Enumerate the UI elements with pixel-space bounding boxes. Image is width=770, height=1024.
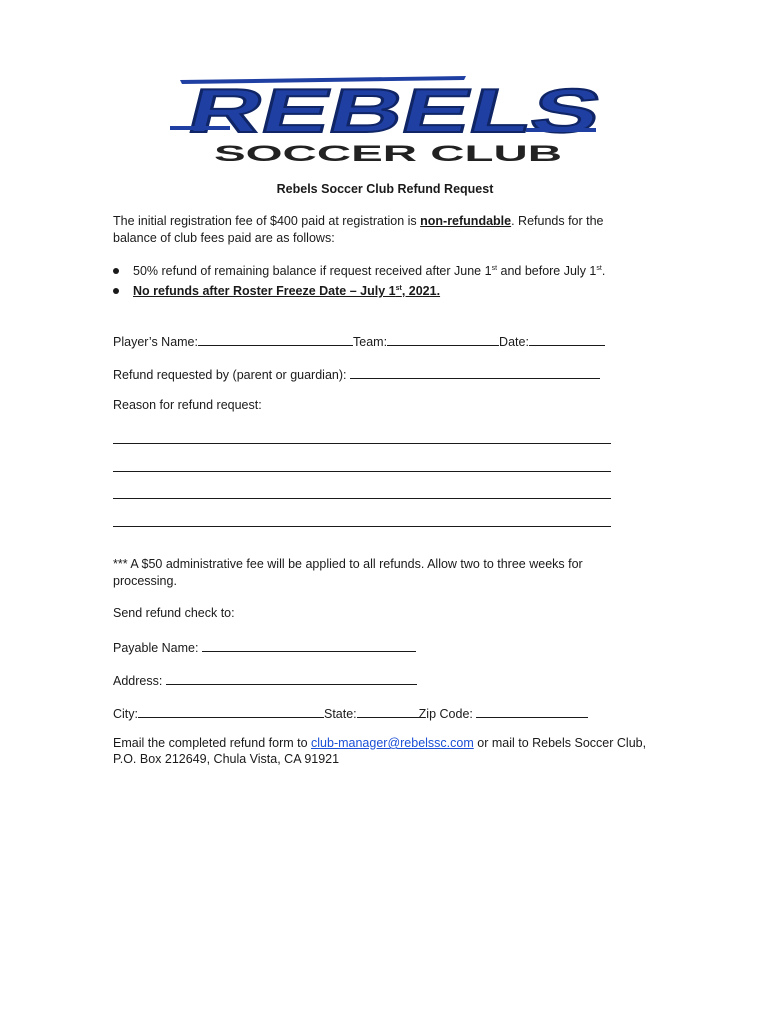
bullet-text: 50% refund of remaining balance if request received after June 1 bbox=[133, 264, 492, 278]
bullet-item-no-refunds bbox=[113, 283, 440, 300]
non-refundable-text: non-refundable bbox=[420, 214, 512, 228]
date-field[interactable] bbox=[529, 332, 605, 346]
player-name-field[interactable] bbox=[198, 332, 353, 346]
intro-text-1: The initial registration fee of $400 paid at registration is bbox=[113, 214, 421, 228]
bullet-text: and before July 1 bbox=[497, 264, 597, 278]
address-field[interactable] bbox=[166, 671, 417, 685]
footer-line-2: P.O. Box 212649, Chula Vista, CA 91921 bbox=[113, 752, 340, 766]
payable-name-field[interactable] bbox=[202, 638, 416, 652]
email-suffix: or mail to Rebels Soccer Club, bbox=[473, 736, 647, 750]
bullet-item-partial-refund bbox=[113, 263, 605, 280]
rebels-logo bbox=[166, 70, 606, 170]
send-to-label: Send refund check to: bbox=[113, 606, 235, 620]
superscript: st bbox=[596, 264, 602, 272]
city-state-zip-row bbox=[113, 704, 588, 723]
team-label: Team: bbox=[353, 335, 388, 349]
bullet-icon bbox=[113, 268, 119, 274]
bullet-text: . bbox=[601, 264, 606, 278]
superscript: st bbox=[491, 264, 498, 272]
footer-line-1 bbox=[113, 735, 646, 752]
reason-line-2[interactable] bbox=[113, 471, 611, 472]
svg-text:REBELS: REBELS bbox=[181, 76, 450, 146]
player-team-date-row bbox=[113, 332, 605, 351]
fee-note-line-2: processing. bbox=[113, 574, 177, 588]
superscript: st bbox=[395, 284, 402, 292]
address-row bbox=[113, 671, 417, 690]
fee-note-line-1: *** A $50 administrative fee will be applied to all refunds. Allow two to three weeks for bbox=[113, 557, 583, 571]
payable-name-label: Payable Name: bbox=[113, 641, 202, 655]
state-field[interactable] bbox=[357, 704, 419, 718]
intro-text-2: . Refunds for the bbox=[511, 214, 604, 228]
svg-text:SOCCER CLUB: SOCCER CLUB bbox=[214, 141, 562, 166]
reason-line-3[interactable] bbox=[113, 498, 611, 499]
address-label: Address: bbox=[113, 674, 166, 688]
date-label: Date: bbox=[499, 335, 529, 349]
bullet-icon bbox=[113, 288, 119, 294]
bullet-text: No refunds after Roster Freeze Date – July 1 bbox=[133, 284, 396, 298]
zip-code-label: Zip Code: bbox=[418, 707, 477, 721]
player-name-label: Player’s Name: bbox=[113, 335, 198, 349]
intro-line-1 bbox=[113, 213, 604, 230]
email-link[interactable]: club-manager@rebelssc.com bbox=[311, 736, 474, 750]
requested-by-field[interactable] bbox=[350, 365, 600, 379]
city-label: City: bbox=[113, 707, 138, 721]
intro-line-2: balance of club fees paid are as follows: bbox=[113, 231, 335, 245]
team-field[interactable] bbox=[387, 332, 499, 346]
form-title: Rebels Soccer Club Refund Request bbox=[276, 182, 494, 196]
payable-name-row bbox=[113, 638, 416, 657]
bullet-text: , 2021. bbox=[401, 284, 441, 298]
requested-by-label: Refund requested by (parent or guardian): bbox=[113, 368, 350, 382]
email-prefix: Email the completed refund form to bbox=[113, 736, 312, 750]
reason-label: Reason for refund request: bbox=[113, 398, 262, 412]
reason-line-1[interactable] bbox=[113, 443, 611, 444]
requested-by-row bbox=[113, 365, 600, 384]
reason-line-4[interactable] bbox=[113, 526, 611, 527]
city-field[interactable] bbox=[138, 704, 324, 718]
zip-code-field[interactable] bbox=[476, 704, 588, 718]
state-label: State: bbox=[324, 707, 357, 721]
